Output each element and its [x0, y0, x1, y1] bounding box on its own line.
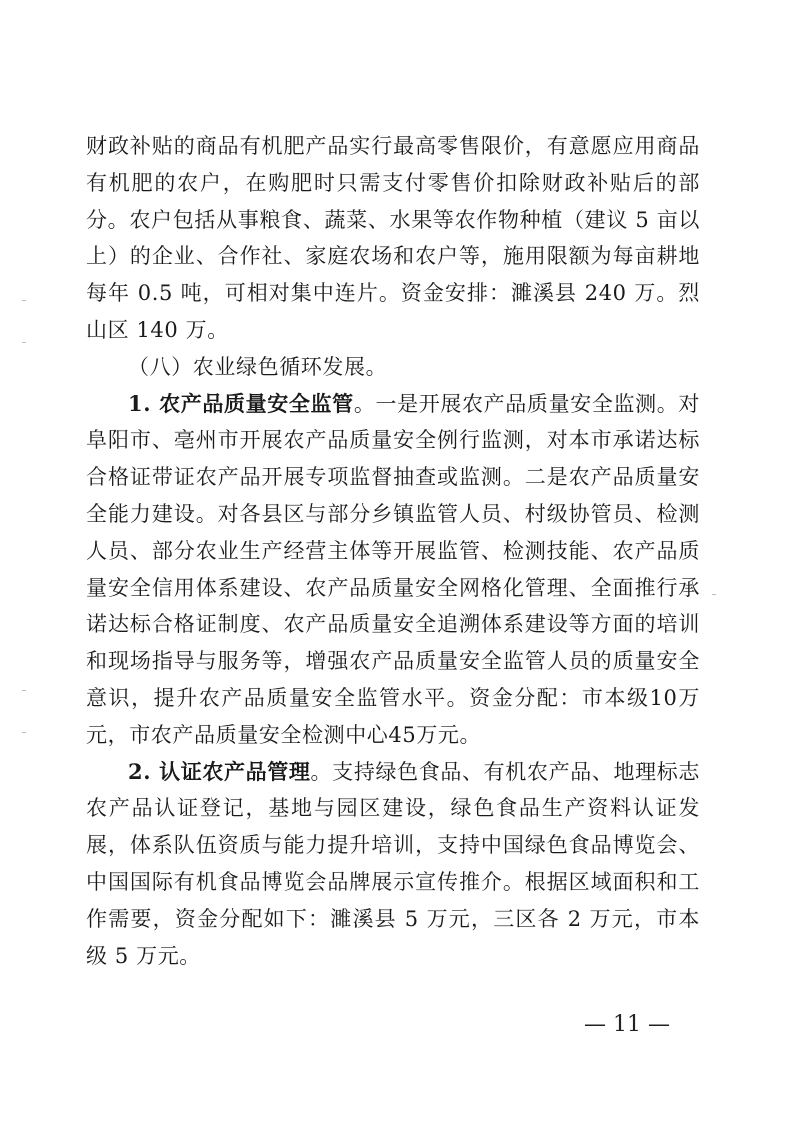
scan-mark — [22, 342, 26, 343]
section-heading-green-cycle — [86, 349, 700, 386]
scan-mark — [712, 594, 716, 595]
item-lead-1: 1. 农产品质量安全监管 — [128, 390, 354, 416]
paragraph-quality-supervision — [86, 386, 700, 754]
paragraph-text: 财政补贴的商品有机肥产品实行最高零售限价，有意愿应用商品有机肥的农户，在购肥时只需支付零售价扣除财政补贴后的部分。农户包括从事粮食、蔬菜、水果等农作物种植（建议 5 亩以上）的企业、合作社、家庭农场和农户等，施用限额为每亩耕地每年 0.5 吨，可相对集中连片。资金安排：濉溪县 240 万。烈山区 140 万。 — [86, 134, 700, 342]
item-lead-2: 2. 认证农产品管理 — [128, 758, 311, 784]
paragraph-subsidy — [86, 128, 700, 349]
section-heading-text: （八）农业绿色循环发展。 — [128, 354, 388, 379]
paragraph-text: 。支持绿色食品、有机农产品、地理标志农产品认证登记，基地与园区建设，绿色食品生产资料认证发展，体系队伍资质与能力提升培训，支持中国绿色食品博览会、中国国际有机食品博览会品牌展示宣传推介。根据区域面积和工作需要，资金分配如下：濉溪县 5 万元，三区各 2 万元，市本级 5 万元。 — [86, 759, 700, 968]
scan-mark — [22, 732, 26, 733]
paragraph-text: 。一是开展农产品质量安全监测。对阜阳市、亳州市开展农产品质量安全例行监测，对本市承诺达标合格证带证农产品开展专项监督抽查或监测。二是农产品质量安全能力建设。对各县区与部分乡镇监管人员、村级协管员、检测人员、部分农业生产经营主体等开展监管、检测技能、农产品质量安全信用体系建设、农产品质量安全网格化管理、全面推行承诺达标合格证制度、农产品质量安全追溯体系建设等方面的培训和现场指导与服务等，增强农产品质量安全监管人员的质量安全意识，提升农产品质量安全监管水平。资金分配：市本级10万元，市农产品质量安全检测中心45万元。 — [86, 391, 700, 747]
scan-mark — [22, 300, 26, 301]
scan-mark — [22, 690, 26, 691]
paragraph-certified-products — [86, 754, 700, 975]
body-text — [86, 128, 700, 974]
page-number: — 11 — — [584, 1012, 670, 1037]
